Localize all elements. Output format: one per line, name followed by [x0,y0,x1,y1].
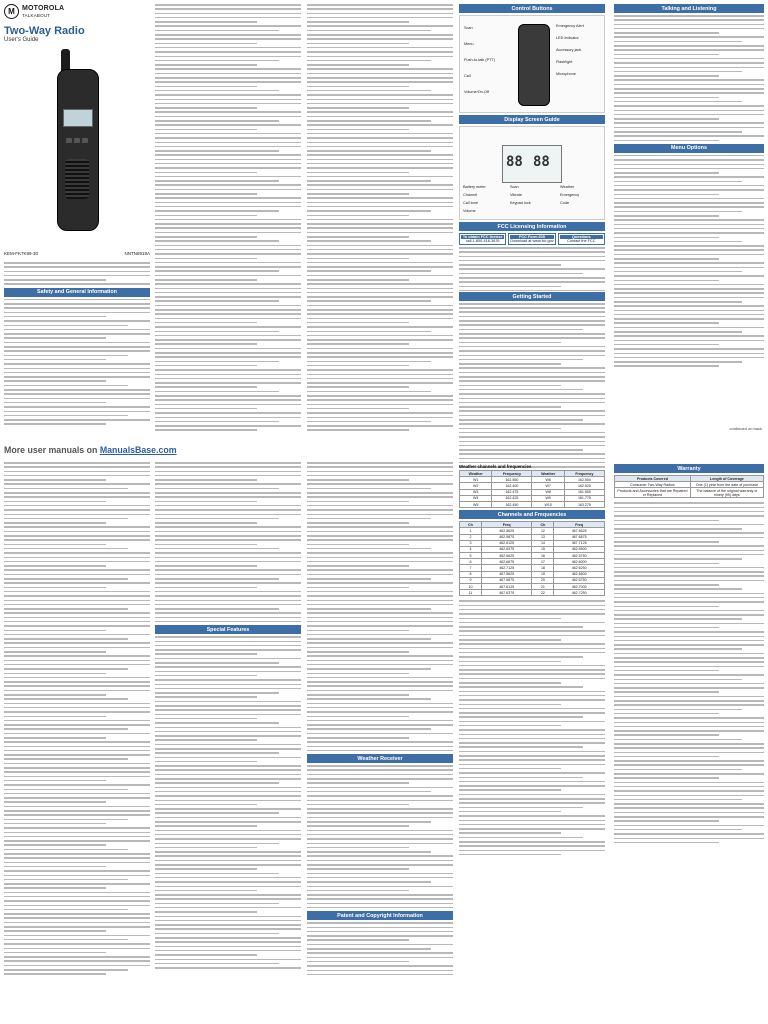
radio-illustration [47,49,107,245]
bottom-text-2a [155,462,301,622]
table-header: Length of Coverage [690,476,763,482]
table-cell: 162.500 [564,477,604,483]
table-cell: 462.6375 [481,546,532,552]
table-cell: 7 [460,565,482,571]
table-cell: 467.7125 [554,540,605,546]
table-header: Frequency [492,471,532,477]
table-cell: 4 [460,546,482,552]
radio-diagram-icon [518,24,550,106]
fcc-box: FCC Form 605 Download at www.fcc.gov [508,233,555,245]
table-header: Freq [481,522,532,528]
table-cell: 163.275 [564,501,604,507]
table-cell: 20 [532,577,554,583]
section-header-menu: Menu Options [614,144,764,153]
column-cover [4,0,150,428]
label-accessory: Accessory jack [556,48,582,52]
more-manuals-link[interactable]: More user manuals on ManualsBase.com [4,445,177,455]
warranty-text [614,502,764,843]
table-cell: 462.7125 [481,565,532,571]
table-cell: 162.475 [492,489,532,495]
table-cell: 467.6125 [481,584,532,590]
table-cell: 12 [532,528,554,534]
table-cell: 13 [532,534,554,540]
model-row [4,251,150,256]
table-cell: Consumer Two-Way Radios [615,482,691,488]
table-header: Freq [554,522,605,528]
weather-channels-title: Weather channels and frequencies [459,464,532,469]
table-cell: W3 [460,489,492,495]
table-cell: 9 [460,577,482,583]
table-cell: 462.7000 [554,584,605,590]
safety-text-3 [307,4,453,431]
label-call: Call [464,74,471,78]
intro-text [4,262,150,285]
table-cell: 161.650 [564,489,604,495]
section-header-weather: Weather Receiver [307,754,453,763]
label-ptt: Push-to-talk (PTT) [464,58,496,62]
table-cell: 462.7250 [554,590,605,596]
table-cell: W1 [460,477,492,483]
brand-name: MOTOROLA TALKABOUT [22,4,65,18]
section-header-special: Special Features [155,625,301,634]
column-bottom-1 [4,462,150,978]
table-cell: 10 [460,584,482,590]
getting-started-text [459,303,605,468]
column-bottom-3 [307,462,453,978]
table-header: Products Covered [615,476,691,482]
section-header-warranty: Warranty [614,464,764,473]
table-cell: 17 [532,559,554,565]
section-header-getting-started: Getting Started [459,292,605,301]
speaker-grill [65,159,89,199]
table-cell: 8 [460,571,482,577]
table-cell: W8 [532,489,564,495]
section-header-display: Display Screen Guide [459,115,605,124]
section-header-controls: Control Buttons [459,4,605,13]
fcc-box: Questions Contact the FCC [558,233,605,245]
label-scan: Scan [464,26,473,30]
section-header-talking: Talking and Listening [614,4,764,13]
channels-table [459,521,605,596]
table-cell: 467.6375 [481,590,532,596]
weather-text [307,765,453,908]
radio-keypad [65,131,89,151]
table-cell: 462.6500 [554,571,605,577]
table-cell: 16 [532,553,554,559]
table-cell: 462.5625 [481,528,532,534]
table-cell: W4 [460,495,492,501]
table-cell: 162.450 [492,501,532,507]
table-cell: One (1) year from the date of purchase [690,482,763,488]
column-getting-started [459,290,605,471]
table-cell: 162.550 [492,477,532,483]
table-cell: W7 [532,483,564,489]
column-bottom-5 [614,462,764,846]
table-header: Weather [532,471,564,477]
guide-title: User's Guide [4,37,39,43]
column-controls [459,2,605,333]
table-cell: W10 [532,501,564,507]
table-cell: 2 [460,534,482,540]
section-header-patent: Patent and Copyright Information [307,911,453,920]
table-cell: 14 [532,540,554,546]
brand-block [4,4,150,19]
label-emergency: Emergency Alert [556,24,584,28]
table-cell: 162.425 [492,495,532,501]
menu-text [614,155,764,367]
label-menu: Menu [464,42,474,46]
column-safety [155,4,301,434]
label-led: LED indicator [556,36,579,40]
doc-code: NNTN6919A [124,251,150,256]
table-cell: W5 [460,501,492,507]
table-cell: W2 [460,483,492,489]
table-cell: 462.6875 [481,559,532,565]
lcd-screen: 88 88 [502,145,562,183]
table-cell: 462.6625 [481,553,532,559]
column-safety-2 [307,4,453,434]
talking-text [614,15,764,141]
continued-note: continued on back [729,426,762,431]
table-cell: 467.6875 [554,534,605,540]
safety-text [4,299,150,425]
fcc-box: To obtain FCC license call 1-800-418-3676 [459,233,506,245]
table-cell: 6 [460,559,482,565]
table-cell: 462.5500 [554,546,605,552]
table-cell: 462.5750 [554,553,605,559]
table-cell: Products and Accessories that are Repaired or Replaced [615,488,691,498]
table-cell: 462.6750 [554,577,605,583]
model-code: KEM-FK7K89-30 [4,251,39,256]
table-header: Ch [460,522,482,528]
display-diagram: 88 88 Battery meter Channel Call tone Volume Scan Vibrate Keypad lock Weather Emergency Code [459,126,605,220]
table-cell: 5 [460,553,482,559]
patent-text [307,922,453,975]
table-cell: 3 [460,540,482,546]
label-microphone: Microphone [556,72,576,76]
table-cell: The balance of the original warranty or ninety (90) days [690,488,763,498]
table-cell: 11 [460,590,482,596]
column-bottom-4 [459,462,605,858]
table-header: Ch [532,522,554,528]
section-header-channels: Channels and Frequencies [459,510,605,519]
section-header-fcc: FCC Licensing Information [459,222,605,231]
label-volume: Volume/On-Off [464,90,490,94]
table-cell: 462.6000 [554,559,605,565]
column-talking [614,2,764,370]
channels-text [459,600,605,855]
table-cell: 462.6250 [554,565,605,571]
table-cell: W6 [532,477,564,483]
radio-screen [63,109,93,127]
product-title: Two-Way Radio [4,25,85,37]
table-cell: 462.6125 [481,540,532,546]
table-cell: 467.6625 [554,528,605,534]
table-cell: 1 [460,528,482,534]
table-cell: 19 [532,571,554,577]
bottom-text-3 [307,462,453,751]
section-header-safety: Safety and General Information [4,288,150,297]
table-cell: 21 [532,584,554,590]
column-bottom-2 [155,462,301,971]
warranty-table [614,475,764,498]
table-header: Frequency [564,471,604,477]
table-row [460,590,605,596]
table-cell: 15 [532,546,554,552]
weather-table [459,470,605,508]
table-cell: 22 [532,590,554,596]
table-cell: 162.400 [492,483,532,489]
table-row [460,501,605,507]
table-cell: 162.525 [564,483,604,489]
label-flashlight: Flashlight [556,60,573,64]
table-cell: 462.5875 [481,534,532,540]
table-cell: 467.5875 [481,577,532,583]
controls-diagram [459,15,605,113]
table-header: Weather [460,471,492,477]
table-cell: 161.775 [564,495,604,501]
table-cell: 18 [532,565,554,571]
table-cell: 467.5625 [481,571,532,577]
motorola-logo-icon: M [4,4,19,19]
special-text [155,636,301,968]
bottom-text-1 [4,462,150,975]
table-row [615,488,764,498]
table-cell: W9 [532,495,564,501]
safety-text-cont [155,4,301,431]
fcc-boxes [459,233,605,245]
